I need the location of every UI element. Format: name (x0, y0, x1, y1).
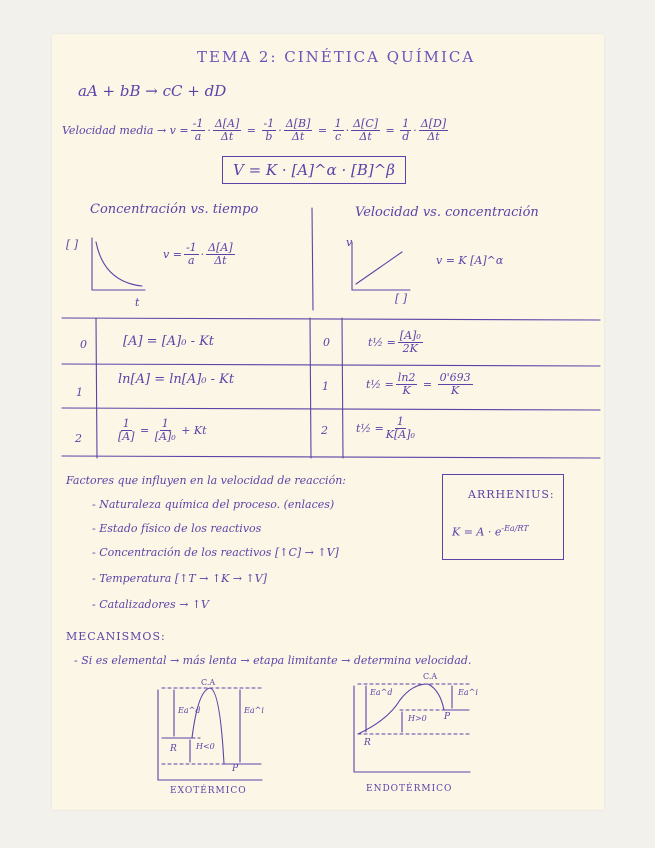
exo-h-label: H<0 (196, 742, 215, 751)
denominator: Δt (214, 254, 227, 267)
factor-item: - Naturaleza química del proceso. (enlaces) (92, 498, 335, 511)
numerator: 1 (402, 117, 410, 130)
exo-energy-curve (162, 688, 260, 764)
factores-heading: Factores que influyen en la velocidad de reacción: (66, 474, 346, 487)
order-0-column-label: 0 (323, 336, 330, 349)
numerator: Δ[C] (353, 117, 379, 130)
denominator: Δt (427, 130, 440, 143)
numerator: -1 (263, 117, 275, 130)
factor-item: - Catalizadores → ↑V (92, 598, 210, 611)
exo-label: EXOTÉRMICO (170, 786, 247, 796)
denominator: K (451, 384, 460, 397)
denominator: a (194, 130, 202, 143)
left-axis-x-label: t (135, 296, 140, 309)
rate-law-box: V = K · [A]^α · [B]^β (222, 156, 406, 184)
order-2-column-label: 2 (321, 424, 328, 437)
decay-curve (96, 242, 142, 286)
denominator: Δt (291, 130, 305, 143)
table-column-divider (342, 318, 343, 458)
left-axis-y-label: [ ] (66, 238, 79, 251)
numerator: 1 (161, 417, 169, 430)
endo-ea-inverse-label: Ea^i (458, 688, 478, 697)
denominator: K (402, 384, 411, 397)
denominator: [A]₀ (154, 430, 176, 443)
equation-prefix: v = (163, 248, 182, 261)
table-column-divider (96, 318, 97, 458)
endo-h-label: H>0 (408, 714, 427, 723)
left-rate-equation: v = $\frac{-1}{a}$ · $\frac{\Delta[A]}{\Delta t}$ (163, 241, 233, 267)
order-1-law: ln[A] = ln[A]₀ - Kt (118, 372, 235, 387)
arrhenius-base: K = A · e (452, 525, 502, 539)
denominator: Δt (359, 130, 372, 143)
numerator: ln2 (397, 371, 416, 384)
arrhenius-exponent: -Ea/RT (501, 524, 529, 533)
numerator: 1 (334, 117, 342, 130)
right-section-title: Velocidad vs. concentración (355, 205, 539, 220)
table-line-bottom (62, 456, 600, 458)
half-life-label: t½ = (366, 378, 394, 391)
section-divider (312, 208, 313, 310)
page-title: TEMA 2: CINÉTICA QUÍMICA (197, 48, 476, 66)
right-axis-y-label: v (346, 236, 353, 249)
denominator: Δt (220, 130, 234, 143)
law-tail: + Kt (181, 424, 207, 437)
numerator: 1 (396, 415, 404, 428)
numerator: Δ[D] (420, 117, 447, 130)
numerator: 1 (122, 417, 130, 430)
table-column-divider (310, 318, 311, 458)
order-0-law: [A] = [A]₀ - Kt (123, 334, 215, 349)
right-rate-equation: v = K [A]^α (436, 254, 504, 267)
velocidad-media-row: Velocidad media → v = $\frac{-1}{a}$ · $\frac{\Delta[A]}{\Delta t}$ = $\frac{-1}{b}$ · $\frac{\Delta[B]}{\Delta t}$ = $\frac{1}{c}$ · $\frac{\Delta[C]}{\Delta t}$ = $\frac{1}{d}$ · $\frac{\Delta[D]}{\Delta t}$ (62, 117, 447, 143)
half-life-label: t½ = (356, 422, 384, 435)
endo-label: ENDOTÉRMICO (366, 784, 453, 794)
numerator: Δ[A] (208, 241, 233, 254)
half-life-label: t½ = (368, 336, 396, 349)
exo-r-label: R (170, 744, 177, 754)
exo-ea-inverse-label: Ea^i (244, 706, 264, 715)
denominator: a (188, 254, 195, 267)
reaction-equation: aA + bB → cC + dD (78, 82, 227, 100)
right-axis-x-label: [ ] (395, 292, 408, 305)
denominator: b (265, 130, 273, 143)
endo-p-label: P (444, 712, 451, 722)
exo-ca-label: C.A (201, 678, 216, 687)
arrhenius-title: ARRHENIUS: (468, 488, 555, 501)
table-line (62, 364, 600, 366)
denominator: [A] (118, 430, 135, 443)
endo-ea-direct-label: Ea^d (370, 688, 393, 697)
order-1-half-life: t½ = $\frac{\ln 2}{K}$ = $\frac{0'693}{K}$ (366, 371, 471, 397)
order-2-law: $\frac{1}{[A]}$ = $\frac{1}{\text{[A]₀}}$ + Kt (118, 417, 207, 443)
order-0-label: 0 (80, 338, 87, 351)
numerator: Δ[B] (285, 117, 311, 130)
numerator: -1 (192, 117, 204, 130)
denominator: K[A]₀ (385, 428, 415, 441)
endo-ca-label: C.A (423, 672, 438, 681)
table-line (62, 408, 600, 410)
factor-item: - Temperatura [↑T → ↑K → ↑V] (92, 572, 267, 585)
linear-rate-line (356, 252, 402, 284)
order-1-label: 1 (76, 386, 83, 399)
numerator: [A]₀ (399, 329, 421, 342)
order-1-column-label: 1 (322, 380, 329, 393)
denominator: 2K (402, 342, 418, 355)
numerator: Δ[A] (214, 117, 240, 130)
endo-r-label: R (364, 738, 371, 748)
factor-item: - Concentración de los reactivos [↑C] → ↑V] (92, 546, 339, 559)
velocidad-media-label: Velocidad media → v = (62, 124, 189, 137)
order-2-label: 2 (75, 432, 82, 445)
numerator: -1 (185, 241, 197, 254)
denominator: d (402, 130, 410, 143)
mecanismos-heading: MECANISMOS: (66, 630, 166, 643)
factor-item: - Estado físico de los reactivos (92, 522, 262, 535)
numerator: 0'693 (439, 371, 471, 384)
left-section-title: Concentración vs. tiempo (90, 202, 259, 217)
exo-ea-direct-label: Ea^d (178, 706, 201, 715)
denominator: c (335, 130, 342, 143)
exo-p-label: P (232, 764, 239, 774)
mecanismos-line: - Si es elemental → más lenta → etapa limitante → determina velocidad. (74, 654, 472, 667)
table-line-top (62, 318, 600, 320)
